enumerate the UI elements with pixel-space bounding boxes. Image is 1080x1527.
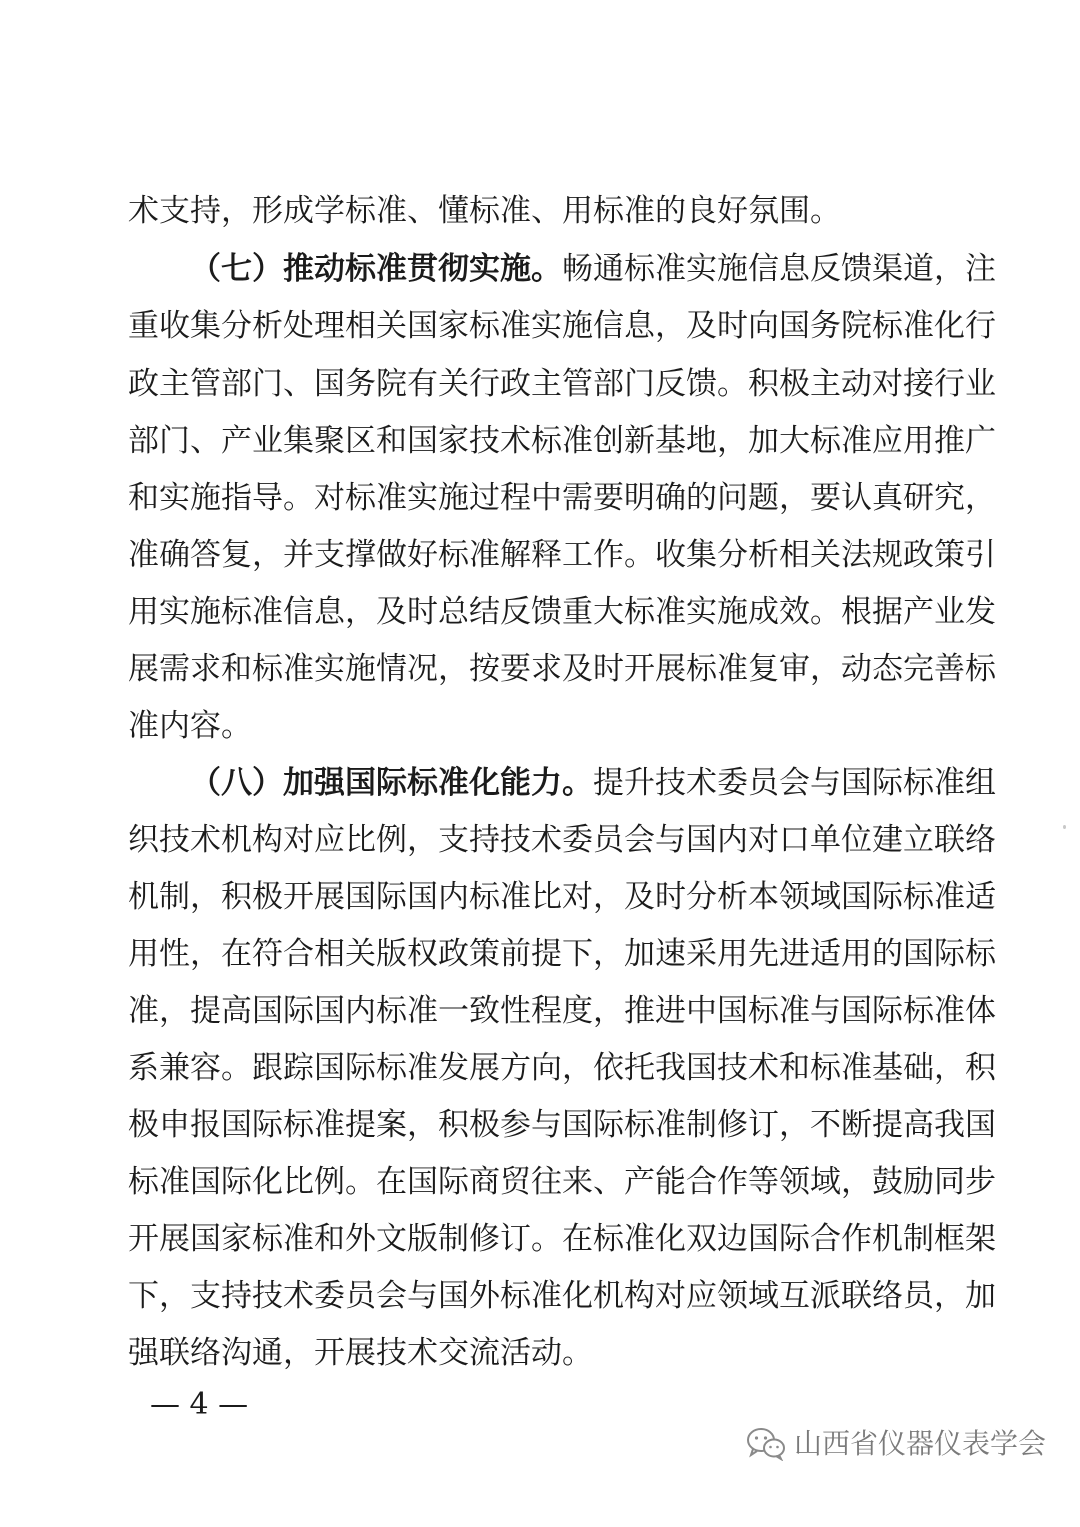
watermark-text: 山西省仪器仪表学会 [793,1427,1046,1460]
paragraph-3-line-10: 下，支持技术委员会与国外标准化机构对应领域互派联络员，加 [128,1278,996,1314]
paragraph-2-line-7: 用实施标准信息，及时总结反馈重大标准实施成效。根据产业发 [128,594,996,630]
scan-speck [1063,825,1066,829]
paragraph-3-line-7: 极申报国际标准提案，积极参与国际标准制修订，不断提高我国 [128,1107,996,1143]
wechat-icon [746,1427,786,1461]
section-heading-7: （七）推动标准贯彻实施。 [190,251,562,287]
paragraph-3-line-3: 机制，积极开展国际国内标准比对，及时分析本领域国际标准适 [128,879,996,915]
paragraph-2-line-2: 重收集分析处理相关国家标准实施信息，及时向国务院标准化行 [128,308,996,344]
paragraph-1-line-1: 术支持，形成学标准、懂标准、用标准的良好氛围。 [128,193,841,229]
paragraph-3-line-8: 标准国际化比例。在国际商贸往来、产能合作等领域，鼓励同步 [128,1164,996,1200]
paragraph-3-line-4: 用性，在符合相关版权政策前提下，加速采用先进适用的国际标 [128,936,996,972]
paragraph-2-line-3: 政主管部门、国务院有关行政主管部门反馈。积极主动对接行业 [128,366,996,402]
paragraph-2-line-5: 和实施指导。对标准实施过程中需要明确的问题，要认真研究， [128,480,996,516]
paragraph-3-line-1: （八）加强国际标准化能力。提升技术委员会与国际标准组 [190,765,996,801]
page-number: — 4 — [150,1387,249,1422]
paragraph-3-line-6: 系兼容。跟踪国际标准发展方向，依托我国技术和标准基础，积 [128,1050,996,1086]
section-heading-8: （八）加强国际标准化能力。 [190,765,593,801]
paragraph-3-line-11: 强联络沟通，开展技术交流活动。 [128,1335,593,1371]
paragraph-2-line-9: 准内容。 [128,708,252,744]
paragraph-2-line-8: 展需求和标准实施情况，按要求及时开展标准复审，动态完善标 [128,651,996,687]
paragraph-2-line-6: 准确答复，并支撑做好标准解释工作。收集分析相关法规政策引 [128,537,996,573]
paragraph-2-line-4: 部门、产业集聚区和国家技术标准创新基地，加大标准应用推广 [128,423,996,459]
paragraph-2-line-1: （七）推动标准贯彻实施。畅通标准实施信息反馈渠道，注 [190,251,996,287]
paragraph-3-line-5: 准，提高国际国内标准一致性程度，推进中国标准与国际标准体 [128,993,996,1029]
paragraph-3-line-2: 织技术机构对应比例，支持技术委员会与国内对口单位建立联络 [128,822,996,858]
watermark [746,1424,1046,1464]
paragraph-3-line-9: 开展国家标准和外文版制修订。在标准化双边国际合作机制框架 [128,1221,996,1257]
